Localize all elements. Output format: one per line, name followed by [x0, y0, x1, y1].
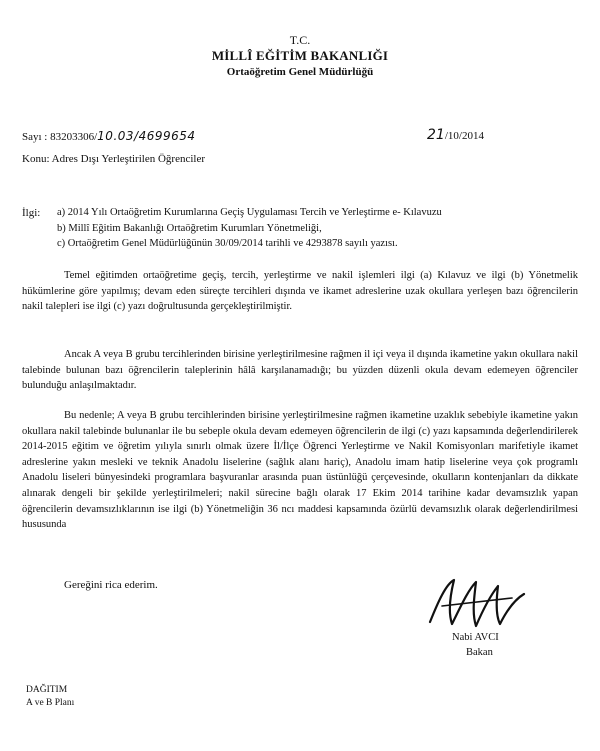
reference-label: İlgi:: [22, 207, 41, 219]
document-number-prefix: Sayı : 83203306/: [22, 131, 98, 143]
body-paragraph-2: Ancak A veya B grubu tercihlerinden birisine yerleştirilmesine rağmen il içi veya il dışında ikametine yakın okullara nakil talebinde bulunan bazı öğrencilerin taleplerinin hâlâ karşılanamadığı; bu yüzden düzenli okula devam edemeyen öğrenciler bulunduğu anlaşılmaktadır.: [22, 349, 578, 392]
handwritten-signature: [420, 572, 530, 634]
body-paragraph-1: Temel eğitimden ortaöğretime geçiş, tercih, yerleştirme ve nakil işlemleri ilgi (a) Kılavuz ve ilgi (b) Yönetmelik hükümlerine göre yapılmış; devam eden süreçte tercihleri dışında ve ikamet adreslerine uzak okullara yerleşen bazı öğrencilerin nakil talepleri ise ilgi (c) yazı doğrultusunda gerçekleştirilmiştir.: [22, 270, 578, 313]
date-day-handwritten: 21: [427, 127, 445, 143]
header-tc: T.C.: [289, 33, 311, 47]
closing-line: Gereğini rica ederim.: [64, 579, 158, 591]
subject-line: Konu: Adres Dışı Yerleştirilen Öğrenciler: [22, 153, 205, 165]
date-printed: /10/2014: [444, 130, 484, 142]
signatory-name: Nabi AVCI: [452, 632, 499, 643]
reference-item-c: c) Ortaöğretim Genel Müdürlüğünün 30/09/2014 tarihli ve 4293878 sayılı yazısı.: [57, 238, 398, 249]
document-date: [427, 127, 484, 143]
signatory-title: Bakan: [466, 647, 493, 658]
header-directorate: Ortaöğretim Genel Müdürlüğü: [226, 66, 374, 78]
distribution-item: A ve B Planı: [26, 698, 75, 708]
document-number-handwritten: 10.03/4699654: [97, 129, 196, 143]
reference-item-a: a) 2014 Yılı Ortaöğretim Kurumlarına Geçiş Uygulaması Tercih ve Yerleştirme e- Kılavuzu: [57, 207, 442, 218]
distribution-label: DAĞITIM: [26, 685, 68, 695]
reference-item-b: b) Millî Eğitim Bakanlığı Ortaöğretim Kurumları Yönetmeliği,: [57, 223, 322, 234]
document-number: [22, 129, 196, 143]
body-paragraph-3: Bu nedenle; A veya B grubu tercihlerinden birisine yerleştirilmesine rağmen ikametine uzaklık sebebiyle ikametine yakın okullara nakil talebinde bulunanlar ile bu sebeple okula devam edemeyen öğrencilerin de ilgi (c) yazı kapsamında değerlendirilerek 2014-2015 eğitim ve öğretim yılıyla sınırlı olmak üzere İl/İlçe Öğrenci Yerleştirme ve Nakil Komisyonları marifetiyle ikamet adreslerine yakın mesleki ve teknik Anadolu liselerine (sağlık alanı hariç), Anadolu imam hatip liselerine veya çok programlı Anadolu liseleri bünyesindeki programlara başvuranlar arasında puan üstünlüğü çerçevesinde, okulların kontenjanları da dikkate alınarak dengeli bir şekilde yerleştirilmeleri; nakil sürecine bağlı olarak 17 Ekim 2014 tarihine kadar devamsızlık yapan öğrencilerin devamsızlıklarının ise ilgi (b) Yönetmeliğin 36 ncı maddesi kapsamında özürlü devamsızlık olarak değerlendirilmesi hususunda: [22, 410, 578, 531]
header-ministry: MİLLÎ EĞİTİM BAKANLIĞI: [211, 48, 389, 63]
